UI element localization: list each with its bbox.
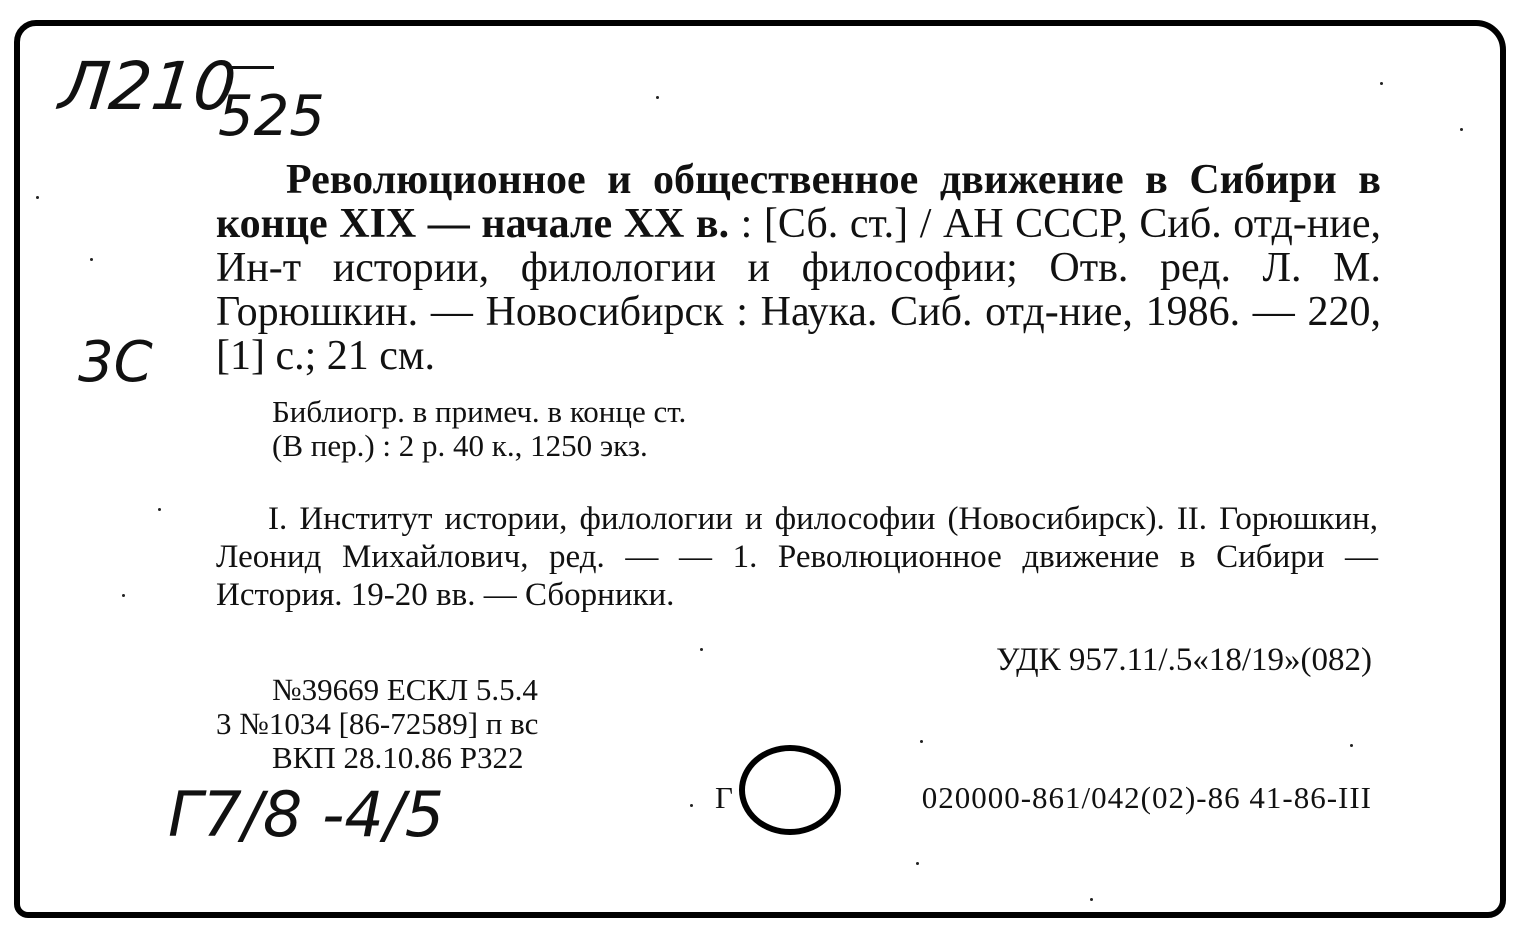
bibliography-note: Библиогр. в примеч. в конце ст. xyxy=(272,394,687,429)
entry-description: : [Сб. ст.] / АН СССР, Сиб. отд-ние, Ин-т истории, филологии и философии; Отв. ред. Л. М. Горюшкин. — Новосибирск : Наука. Сиб. отд-ние, 1986. — 220, [1] с.; 21 см. xyxy=(216,201,1381,379)
speck xyxy=(1090,898,1093,901)
tracing-block: I. Институт истории, филологии и философии (Новосибирск). II. Горюшкин, Леонид Михайлович, ред. — — 1. Революционное движение в Сибири — История. 19-20 вв. — Сборники. xyxy=(216,501,1378,613)
speck xyxy=(690,804,693,807)
bibliographic-entry xyxy=(216,158,1381,378)
speck xyxy=(1350,744,1353,747)
speck xyxy=(920,740,923,743)
shelfmark-top: Л210 xyxy=(55,48,240,125)
tech-line-3: ВКП 28.10.86 Р322 xyxy=(272,740,524,775)
shelfmark-subscript: 525 xyxy=(218,84,325,149)
code-prefix: Г xyxy=(715,780,733,815)
speck xyxy=(916,862,919,865)
speck xyxy=(158,508,161,511)
speck xyxy=(122,594,125,597)
speck xyxy=(36,196,39,199)
udk-classification: УДК 957.11/.5«18/19»(082) xyxy=(996,642,1372,678)
price-note: (В пер.) : 2 р. 40 к., 1250 экз. xyxy=(272,428,648,463)
handwritten-shelfmark xyxy=(56,48,240,125)
speck xyxy=(1380,82,1383,85)
handwritten-bottom-code: Г7/8 -4/5 xyxy=(168,778,445,851)
entry-title: Революционное и общественное движение в Сибири в конце XIX — начале XX в. xyxy=(216,157,1381,247)
tech-line-2: 3 №1034 [86-72589] п вс xyxy=(216,706,539,741)
handwritten-margin-mark: 3С xyxy=(78,330,153,395)
code-line: 020000-861/042(02)-86 41-86-III xyxy=(921,780,1372,815)
shelfmark-bar xyxy=(230,66,274,69)
speck xyxy=(90,258,93,261)
circle-mark xyxy=(730,738,850,848)
speck xyxy=(656,96,659,99)
speck xyxy=(700,648,703,651)
tech-line-1: №39669 ЕСКЛ 5.5.4 xyxy=(272,672,538,707)
speck xyxy=(1460,128,1463,131)
